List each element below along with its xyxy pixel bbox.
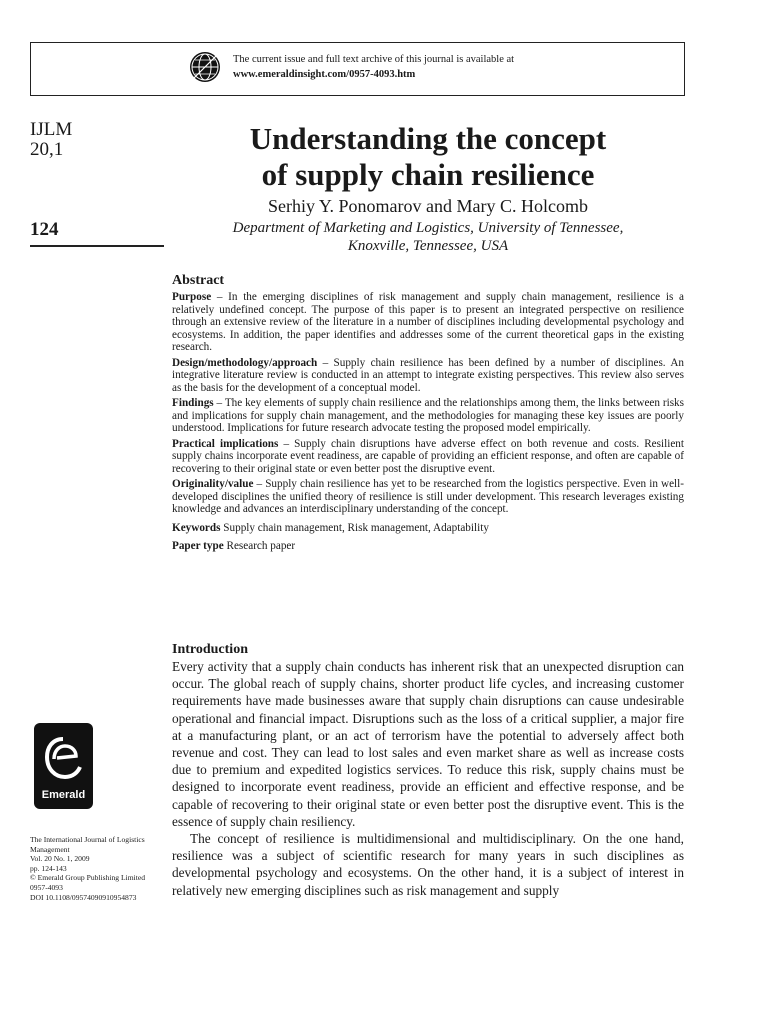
section-label: Purpose	[172, 291, 212, 303]
section-label: Findings	[172, 397, 214, 409]
keywords	[172, 522, 684, 535]
introduction-paragraph-2: The concept of resilience is multidimensional and multidisciplinary. On the one hand, resilience was a subject of scientific research for many years in such disciplines as developmental psychology and ecosystems. On the other hand, it is a subject of interest in relatively new emerging disciplines such as risk management and supply	[172, 831, 684, 898]
journal-code: IJLM	[30, 119, 73, 140]
section-text: – Supply chain resilience has been defined by a number of disciplines. An integrative literature review is conducted in an attempt to integrate existing perspectives. This review also serves as the basis for the development of a conceptual model.	[172, 356, 684, 394]
globe-icon	[189, 51, 221, 83]
journal-issn: 0957-4093	[30, 882, 63, 892]
introduction-paragraph-1: Every activity that a supply chain conducts has inherent risk that an unexpected disruption can occur. The global reach of supply chains, shorter product life cycles, and increasing customer requirements have made businesses aware that supply chain disruptions can cause undesirable operational and financial impact. Disruptions such as the loss of a critical supplier, a major fire at a manufacturing plant, or an act of terrorism have the potential to adversely affect both revenue and cost. They can lead to lost sales and even market share as well as increase costs due to premium and expedited logistics services. To reduce this risk, supply chains must be designed to incorporate event readiness, provide an efficient and effective response, and be capable of recovering to their original state or even better post the disruptive event. This is the essence of supply chain resiliency.	[172, 659, 684, 829]
abstract	[172, 273, 684, 556]
emerald-logo	[34, 723, 93, 809]
abstract-purpose	[172, 291, 684, 354]
introduction-heading: Introduction	[172, 642, 248, 657]
affiliation-line-2: Knoxville, Tennessee, USA	[347, 238, 509, 254]
paper-type	[172, 540, 684, 553]
abstract-design	[172, 357, 684, 395]
page-number-rule	[30, 245, 164, 247]
introduction	[172, 642, 684, 899]
section-label: Design/methodology/approach	[172, 356, 318, 369]
keywords-text: Supply chain management, Risk management, Adaptability	[220, 521, 489, 534]
journal-reference	[30, 120, 72, 160]
journal-volume: Vol. 20 No. 1, 2009	[30, 854, 90, 864]
section-text: – The key elements of supply chain resilience and the relationships among them, the links between risks and implications for supply chain management, and the methodologies for managing these key issues are poorly understood. Implications for future research advocate testing the proposed model empirically.	[172, 397, 684, 434]
journal-copyright: © Emerald Group Publishing Limited	[30, 873, 146, 883]
abstract-practical	[172, 438, 684, 476]
abstract-findings	[172, 397, 684, 435]
section-label: Originality/value	[172, 478, 254, 490]
volume-issue: 20,1	[30, 139, 64, 160]
section-text: – Supply chain resilience has yet to be researched from the logistics perspective. Even in well-developed disciplines the unified theory of resilience is still under development. This research leverages existing knowledge and advances an interdisciplinary understanding of the concept.	[172, 478, 684, 515]
title-line-2: of supply chain resilience	[261, 157, 595, 192]
authors: Serhiy Y. Ponomarov and Mary C. Holcomb	[268, 196, 588, 216]
abstract-heading: Abstract	[172, 273, 225, 288]
emerald-e-icon	[44, 733, 83, 783]
journal-pages: pp. 124-143	[30, 863, 67, 873]
title-line-1: Understanding the concept	[249, 121, 607, 156]
section-label: Practical implications	[172, 437, 279, 450]
banner-text: The current issue and full text archive of this journal is available at	[233, 54, 515, 65]
abstract-originality	[172, 478, 684, 516]
article-title	[172, 121, 684, 193]
journal-doi: DOI 10.1108/09574090910954873	[30, 892, 137, 902]
page-number: 124	[30, 219, 59, 240]
journal-name: The International Journal of Logistics Management	[30, 835, 145, 854]
affiliation	[172, 219, 684, 255]
emerald-logo-text: Emerald	[41, 789, 86, 801]
paper-type-text: Research paper	[223, 540, 296, 552]
section-text: – Supply chain disruptions have adverse effect on both revenue and costs. Resilient supply chains incorporate event readiness, are capable of providing an efficient response, and often are capable of recovering to their original state or even better post the disruptive event.	[172, 437, 684, 475]
keywords-label: Keywords	[172, 521, 221, 534]
journal-url-link[interactable]: www.emeraldinsight.com/0957-4093.htm	[233, 69, 416, 80]
journal-info	[30, 835, 170, 902]
paper-type-label: Paper type	[172, 540, 224, 552]
journal-archive-banner	[30, 42, 685, 96]
section-text: – In the emerging disciplines of risk management and supply chain management, resilience is a relatively undefined concept. The purpose of this paper is to present an integrated perspective on resilience through an extensive review of the literature in a number of disciplines including developmental psychology and ecosystems. In addition, the paper identifies and addresses some of the current theoretical gaps in the existing research.	[172, 291, 684, 353]
affiliation-line-1: Department of Marketing and Logistics, University of Tennessee,	[232, 220, 624, 236]
